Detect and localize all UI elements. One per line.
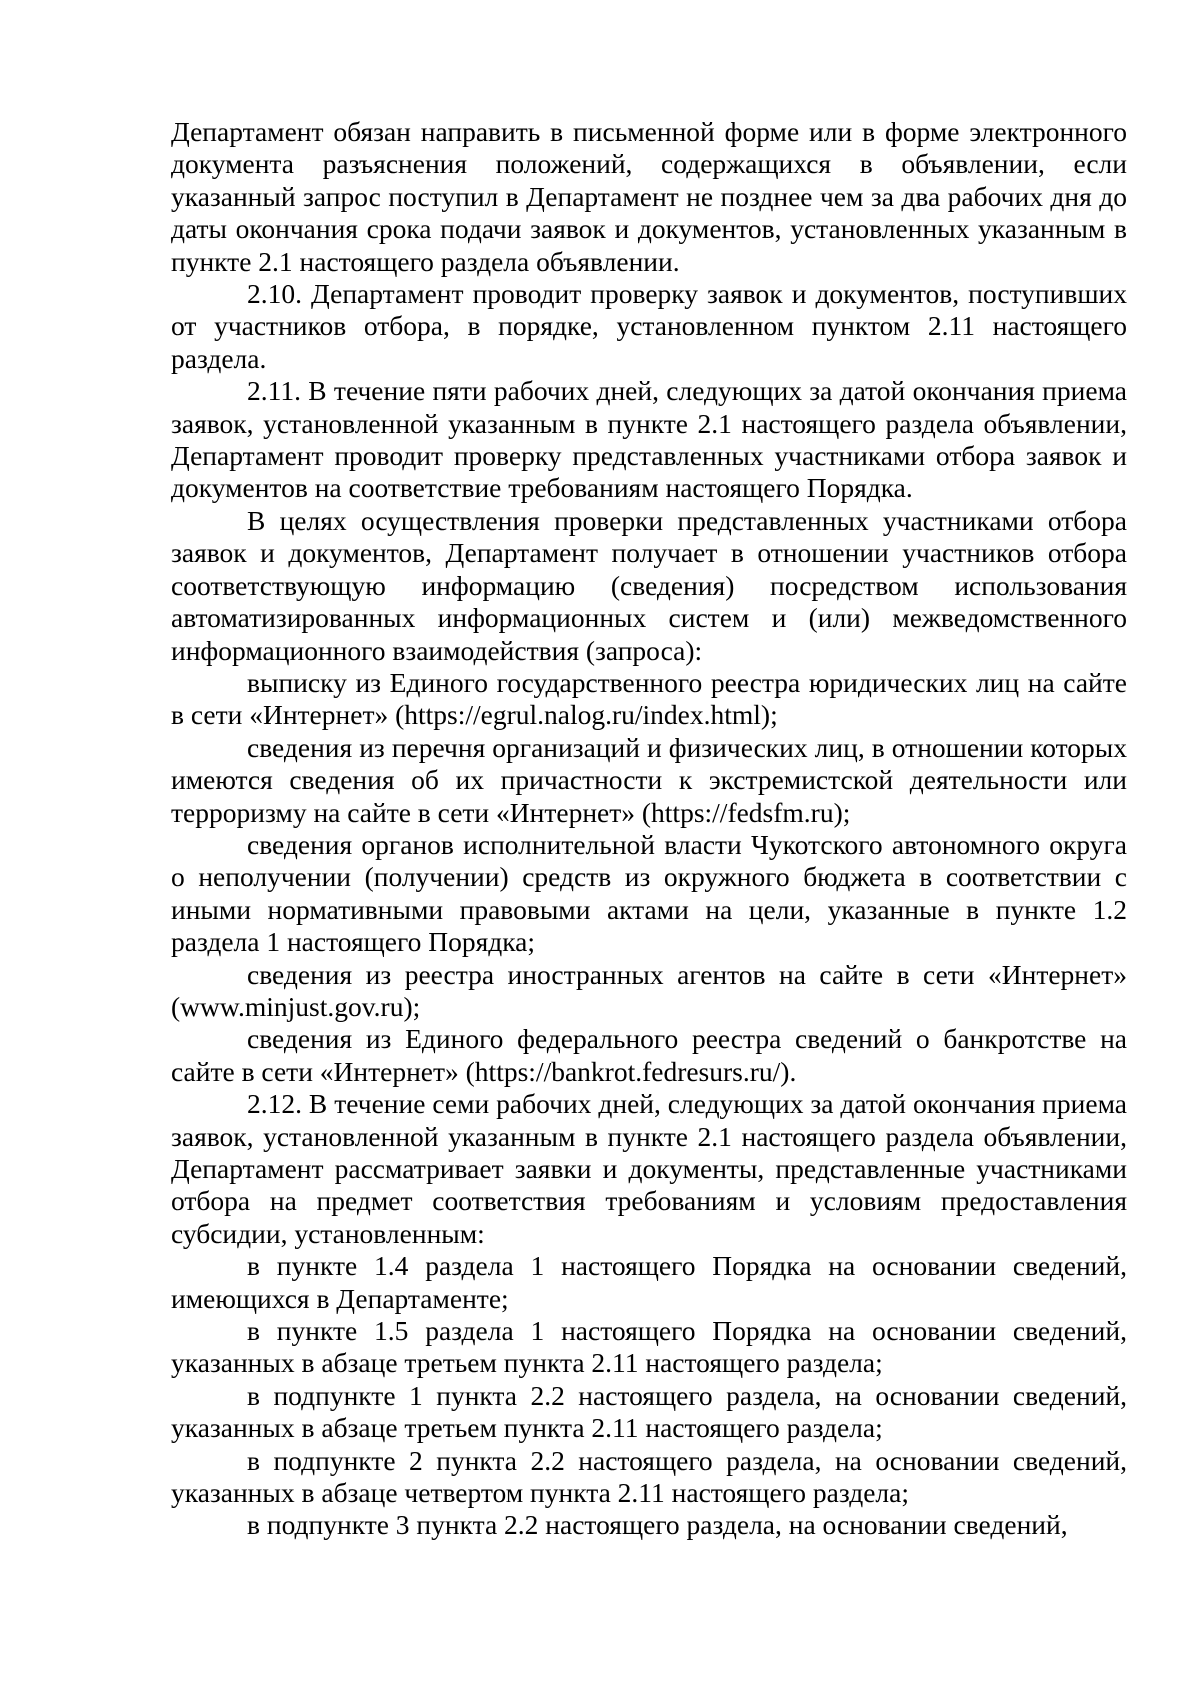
paragraph-4: В целях осуществления проверки представленных участниками отбора заявок и документов, Департамент получает в отношении участников отбора соответствующую информацию (сведения) посредством использования автоматизированных информационных систем и (или) межведомственного информационного взаимодействия (запроса): bbox=[171, 504, 1127, 666]
paragraph-14: в подпункте 2 пункта 2.2 настоящего раздела, на основании сведений, указанных в абзаце четвертом пункта 2.11 настоящего раздела; bbox=[171, 1444, 1127, 1509]
paragraph-2: 2.10. Департамент проводит проверку заявок и документов, поступивших от участников отбора, в порядке, установленном пунктом 2.11 настоящего раздела. bbox=[171, 278, 1127, 374]
paragraph-10: 2.12. В течение семи рабочих дней, следующих за датой окончания приема заявок, установленной указанным в пункте 2.1 настоящего раздела объявлении, Департамент рассматривает заявки и документы, представленные участниками отбора на предмет соответствия требованиям и условиям предоставления субсидии, установленным: bbox=[171, 1088, 1127, 1249]
paragraph-1: Департамент обязан направить в письменной форме или в форме электронного документа разъяснения положений, содержащихся в объявлении, если указанный запрос поступил в Департамент не позднее чем за два рабочих дня до даты окончания срока подачи заявок и документов, установленных указанным в пункте 2.1 настоящего раздела объявлении. bbox=[171, 116, 1127, 277]
paragraph-9: сведения из Единого федерального реестра сведений о банкротстве на сайте в сети «Интернет» (https://bankrot.fedresurs.ru/). bbox=[171, 1023, 1127, 1087]
paragraph-5: выписку из Единого государственного реестра юридических лиц на сайте в сети «Интернет» (https://egrul.nalog.ru/index.html); bbox=[171, 666, 1127, 731]
paragraph-6: сведения из перечня организаций и физических лиц, в отношении которых имеются сведения об их причастности к экстремистской деятельности или терроризму на сайте в сети «Интернет» (https://fedsfm.ru); bbox=[171, 731, 1127, 828]
paragraph-11: в пункте 1.4 раздела 1 настоящего Порядка на основании сведений, имеющихся в Департаменте; bbox=[171, 1250, 1127, 1314]
paragraph-13: в подпункте 1 пункта 2.2 настоящего раздела, на основании сведений, указанных в абзаце третьем пункта 2.11 настоящего раздела; bbox=[171, 1379, 1127, 1444]
paragraph-8: сведения из реестра иностранных агентов на сайте в сети «Интернет» (www.minjust.gov.ru); bbox=[171, 958, 1127, 1022]
paragraph-12: в пункте 1.5 раздела 1 настоящего Порядка на основании сведений, указанных в абзаце третьем пункта 2.11 настоящего раздела; bbox=[171, 1315, 1127, 1379]
paragraph-15: в подпункте 3 пункта 2.2 настоящего раздела, на основании сведений, bbox=[247, 1509, 1068, 1541]
paragraph-7: сведения органов исполнительной власти Чукотского автономного округа о неполучении (получении) средств из окружного бюджета в соответствии с иными нормативными правовыми актами на цели, указанные в пункте 1.2 раздела 1 настоящего Порядка; bbox=[171, 828, 1127, 958]
paragraph-3: 2.11. В течение пяти рабочих дней, следующих за датой окончания приема заявок, установленной указанным в пункте 2.1 настоящего раздела объявлении, Департамент проводит проверку представленных участниками отбора заявок и документов на соответствие требованиям настоящего Порядка. bbox=[171, 375, 1127, 504]
document-page bbox=[171, 116, 1127, 1542]
